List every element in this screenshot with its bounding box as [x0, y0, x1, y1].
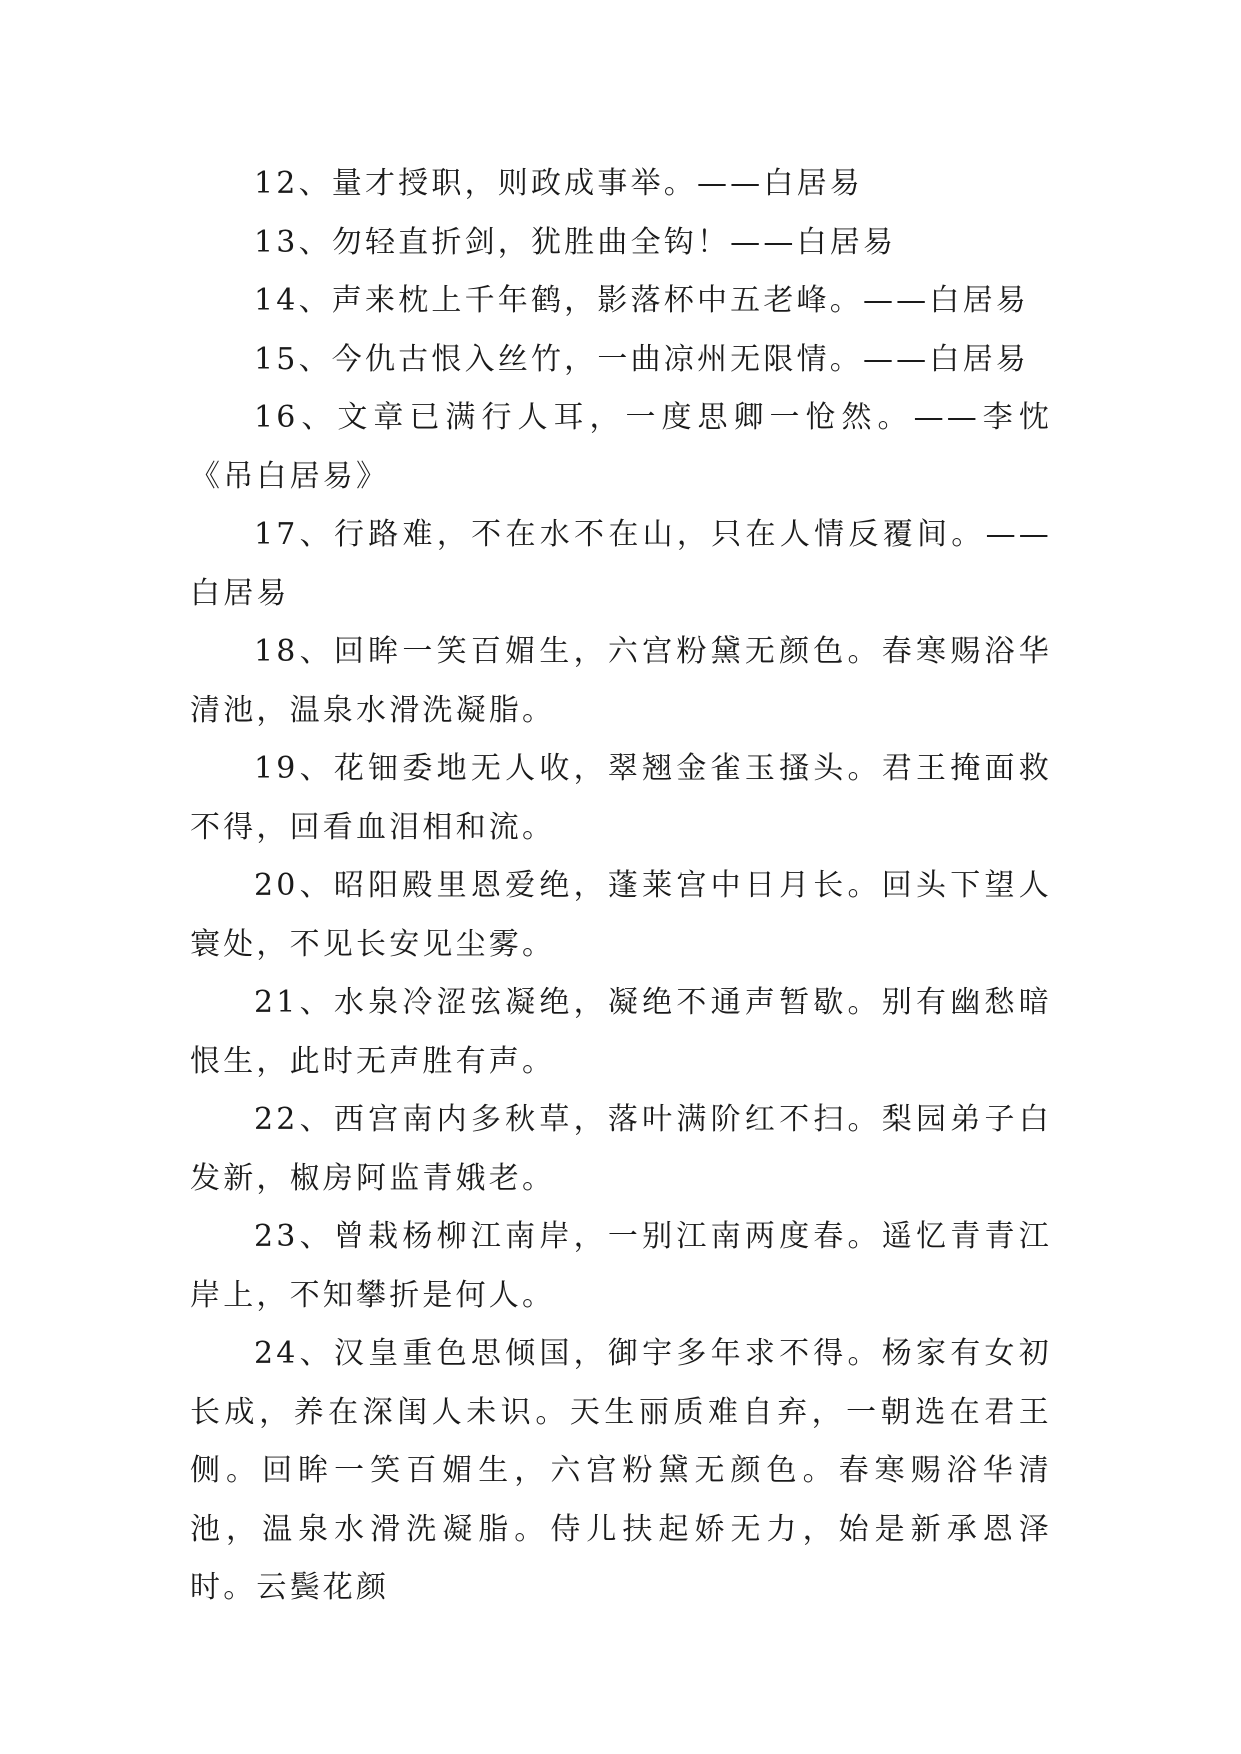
paragraph-20: 20、昭阳殿里恩爱绝，蓬莱宫中日月长。回头下望人寰处，不见长安见尘雾。	[190, 868, 1052, 962]
paragraph-13: 13、勿轻直折剑，犹胜曲全钩！——白居易	[254, 224, 897, 260]
paragraph-19: 19、花钿委地无人收，翠翘金雀玉搔头。君王掩面救不得，回看血泪相和流。	[190, 751, 1052, 845]
paragraph-21: 21、水泉冷涩弦凝绝，凝绝不通声暂歇。别有幽愁暗恨生，此时无声胜有声。	[190, 985, 1052, 1079]
paragraph-15: 15、今仇古恨入丝竹，一曲凉州无限情。——白居易	[254, 341, 1029, 377]
paragraph-16: 16、文章已满行人耳，一度思卿一怆然。——李忱《吊白居易》	[190, 400, 1052, 494]
paragraph-23: 23、曾栽杨柳江南岸，一别江南两度春。遥忆青青江岸上，不知攀折是何人。	[190, 1219, 1052, 1313]
paragraph-14: 14、声来枕上千年鹤，影落杯中五老峰。——白居易	[254, 283, 1029, 318]
paragraph-18: 18、回眸一笑百媚生，六宫粉黛无颜色。春寒赐浴华清池，温泉水滑洗凝脂。	[190, 634, 1052, 728]
paragraph-24: 24、汉皇重色思倾国，御宇多年求不得。杨家有女初长成，养在深闺人未识。天生丽质难自弃，一朝选在君王侧。回眸一笑百媚生，六宫粉黛无颜色。春寒赐浴华清池，温泉水滑洗凝脂。侍儿扶起娇无力，始是新承恩泽时。云鬓花颜	[190, 1336, 1052, 1605]
document-body	[190, 155, 1052, 1618]
paragraph-12: 12、量才授职，则政成事举。——白居易	[254, 166, 863, 201]
paragraph-17: 17、行路难，不在水不在山，只在人情反覆间。——白居易	[190, 517, 1052, 611]
paragraph-22: 22、西宫南内多秋草，落叶满阶红不扫。梨园弟子白发新，椒房阿监青娥老。	[190, 1102, 1052, 1196]
